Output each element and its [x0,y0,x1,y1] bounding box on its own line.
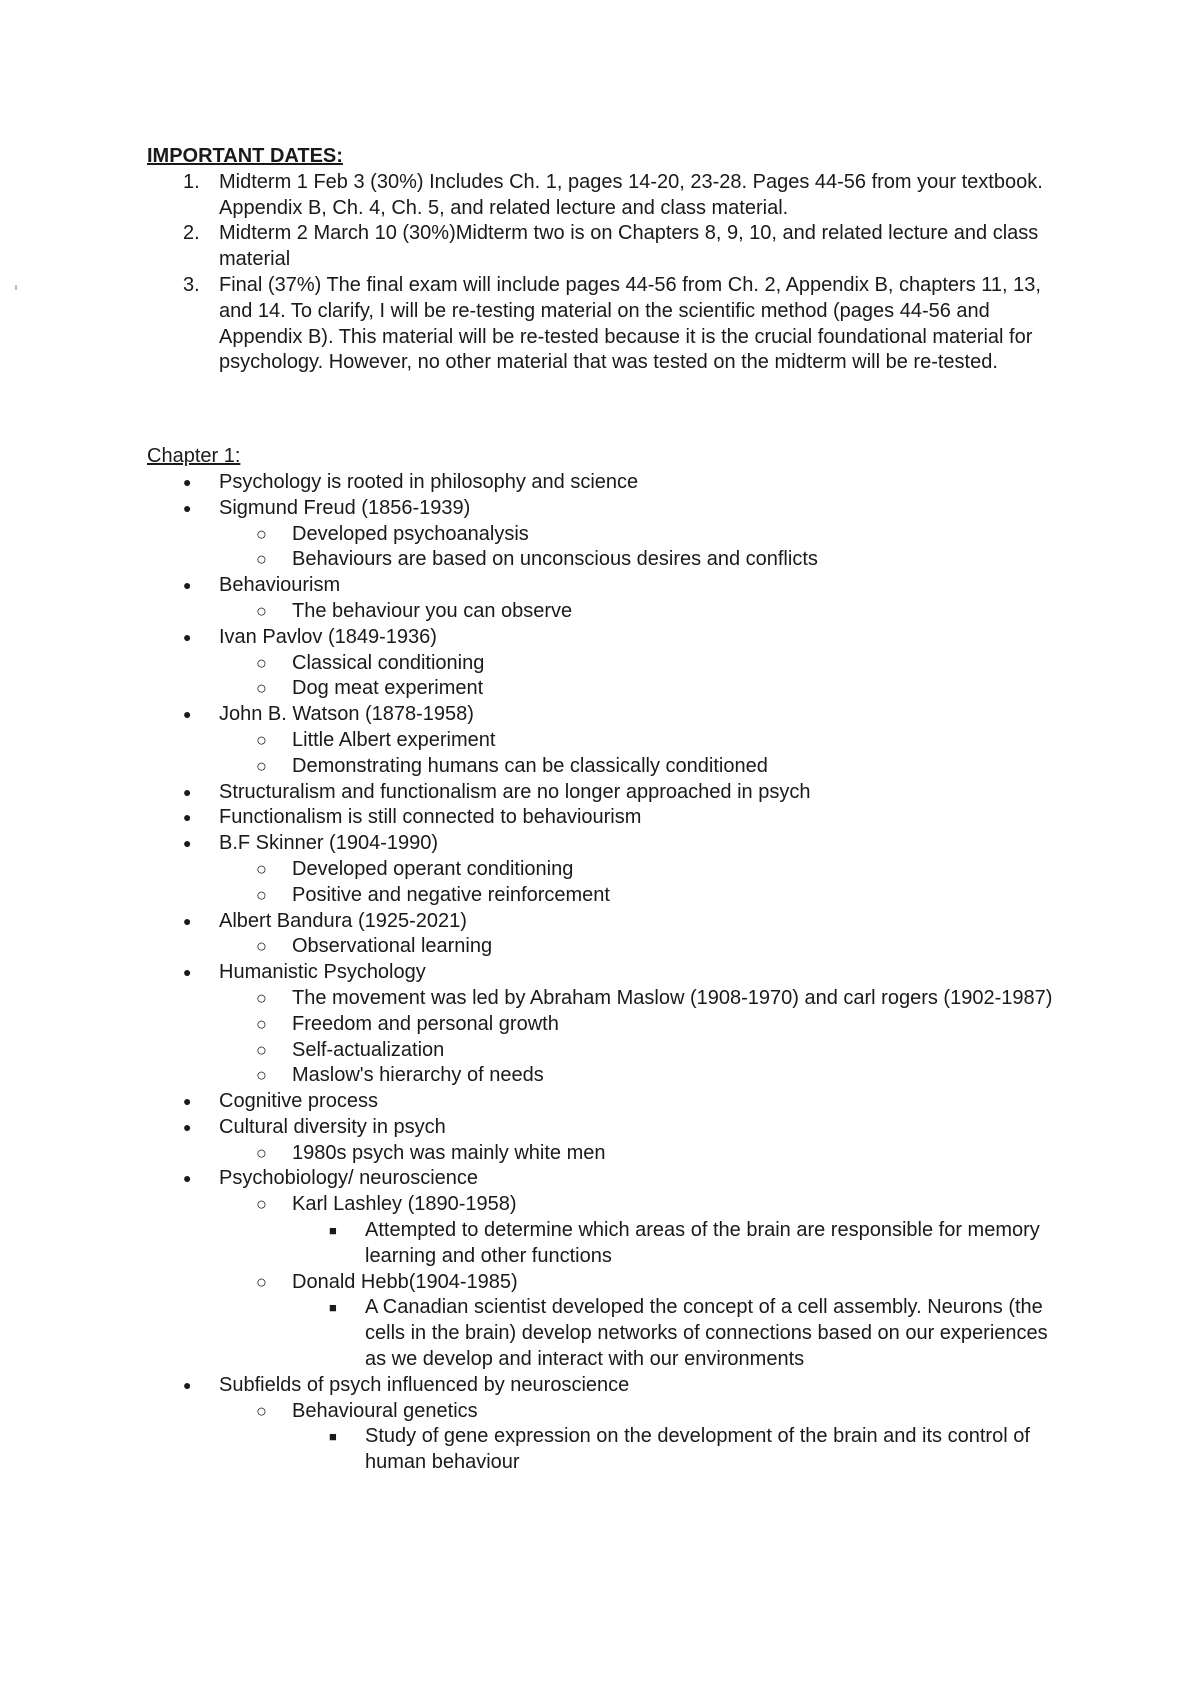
date-item-text: Midterm 1 Feb 3 (30%) Includes Ch. 1, pages 14-20, 23-28. Pages 44-56 from your textbook. Appendix B, Ch. 4, Ch. 5, and related lecture and class material. [219,170,1043,219]
bullet-icon: ○ [256,729,267,750]
note-item-text: A Canadian scientist developed the concept of a cell assembly. Neurons (the cells in the brain) develop networks of connections based on our experiences as we develop and interact with our environments [365,1296,1048,1371]
bullet-icon: ● [183,1170,192,1187]
document-body [147,144,1067,1476]
bullet-icon: ○ [256,600,267,621]
bullet-icon: ● [183,1118,192,1135]
note-item-level-3 [147,1218,1067,1270]
date-item [147,221,1067,273]
note-item-text: 1980s psych was mainly white men [292,1141,606,1164]
bullet-icon: ○ [256,1013,267,1034]
note-item-level-2 [147,522,1067,548]
note-item-text: Karl Lashley (1890-1958) [292,1193,517,1216]
important-dates-heading: IMPORTANT DATES: [147,145,343,167]
note-item-text: Behaviourism [219,574,341,597]
bullet-icon: ● [183,1093,192,1110]
note-item-level-2 [147,1399,1067,1425]
note-item-level-2 [147,857,1067,883]
bullet-icon: ○ [256,523,267,544]
note-item-level-1 [147,1373,1067,1399]
bullet-icon: ● [183,473,192,490]
bullet-icon: ● [183,1376,192,1393]
bullet-icon: ■ [329,1300,337,1316]
bullet-icon: ○ [256,858,267,879]
note-item-level-1 [147,805,1067,831]
note-item-text: Cognitive process [219,1090,378,1113]
bullet-icon: ● [183,809,192,826]
date-item [147,273,1067,376]
bullet-icon: ● [183,628,192,645]
bullet-icon: ● [183,577,192,594]
note-item-level-2 [147,883,1067,909]
note-item-level-1 [147,573,1067,599]
date-item-text: Final (37%) The final exam will include pages 44-56 from Ch. 2, Appendix B, chapters 11, 13, and 14. To clarify, I will be re-testing material on the scientific method (pages 44-56 and Appendix B). This material will be re-tested because it is the crucial foundational material for psychology. However, no other material that was tested on the midterm will be re-tested. [219,273,1041,374]
note-item-level-3 [147,1424,1067,1476]
bullet-icon: ○ [256,884,267,905]
note-item-text: Donald Hebb(1904-1985) [292,1270,518,1293]
note-item-level-2 [147,1270,1067,1296]
bullet-icon: ○ [256,1065,267,1086]
note-item-level-2 [147,1038,1067,1064]
chapter-1-notes-list [147,470,1067,1476]
important-dates-list [147,170,1067,376]
bullet-icon: ○ [256,652,267,673]
note-item-level-1 [147,470,1067,496]
note-item-level-1 [147,909,1067,935]
date-item [147,170,1067,222]
note-item-text: Developed psychoanalysis [292,522,529,545]
date-item-text: Midterm 2 March 10 (30%)Midterm two is on Chapters 8, 9, 10, and related lecture and class material [219,222,1039,271]
note-item-level-1 [147,960,1067,986]
chapter-1-heading: Chapter 1: [147,445,241,468]
note-item-level-2 [147,754,1067,780]
note-item-text: The behaviour you can observe [292,599,573,622]
bullet-icon: ○ [256,1039,267,1060]
note-item-level-1 [147,780,1067,806]
note-item-text: Maslow's hierarchy of needs [292,1064,544,1087]
note-item-level-2 [147,676,1067,702]
note-item-text: Positive and negative reinforcement [292,883,610,906]
note-item-text: Albert Bandura (1925-2021) [219,909,467,932]
note-item-level-1 [147,1115,1067,1141]
bullet-icon: ● [183,835,192,852]
note-item-level-2 [147,986,1067,1012]
note-item-level-1 [147,496,1067,522]
note-item-text: Ivan Pavlov (1849-1936) [219,625,437,648]
bullet-icon: ○ [256,1194,267,1215]
note-item-level-2 [147,1192,1067,1218]
note-item-level-2 [147,547,1067,573]
note-item-text: Demonstrating humans can be classically conditioned [292,754,768,777]
note-item-level-2 [147,1063,1067,1089]
note-item-level-1 [147,702,1067,728]
bullet-icon: ○ [256,678,267,699]
bullet-icon: ■ [329,1429,337,1445]
date-item-number: 3. [183,273,200,296]
note-item-text: Freedom and personal growth [292,1012,559,1035]
stray-mark [15,285,17,290]
note-item-text: Study of gene expression on the development of the brain and its control of human behaviour [365,1425,1030,1474]
note-item-text: The movement was led by Abraham Maslow (1908-1970) and carl rogers (1902-1987) [292,986,1053,1009]
note-item-level-2 [147,599,1067,625]
note-item-text: B.F Skinner (1904-1990) [219,832,439,855]
bullet-icon: ● [183,499,192,516]
note-item-text: Subfields of psych influenced by neuroscience [219,1373,630,1396]
note-item-text: Observational learning [292,935,493,958]
note-item-text: Developed operant conditioning [292,857,574,880]
note-item-level-3 [147,1295,1067,1372]
bullet-icon: ● [183,912,192,929]
note-item-level-2 [147,934,1067,960]
bullet-icon: ○ [256,1400,267,1421]
note-item-text: Psychology is rooted in philosophy and science [219,470,639,493]
bullet-icon: ○ [256,936,267,957]
note-item-text: Behavioural genetics [292,1399,478,1422]
note-item-text: Structuralism and functionalism are no longer approached in psych [219,780,811,803]
bullet-icon: ○ [256,987,267,1008]
note-item-text: Psychobiology/ neuroscience [219,1167,479,1190]
note-item-level-2 [147,651,1067,677]
bullet-icon: ○ [256,755,267,776]
note-item-text: Behaviours are based on unconscious desires and conflicts [292,548,818,571]
note-item-level-2 [147,1141,1067,1167]
bullet-icon: ○ [256,549,267,570]
note-item-level-2 [147,1012,1067,1038]
note-item-level-1 [147,1089,1067,1115]
note-item-text: Dog meat experiment [292,677,484,700]
bullet-icon: ● [183,706,192,723]
bullet-icon: ○ [256,1271,267,1292]
note-item-text: Functionalism is still connected to behaviourism [219,806,642,829]
note-item-text: Cultural diversity in psych [219,1115,446,1138]
note-item-text: Humanistic Psychology [219,961,426,984]
date-item-number: 2. [183,222,200,245]
bullet-icon: ■ [329,1223,337,1239]
note-item-text: Classical conditioning [292,651,485,674]
bullet-icon: ● [183,783,192,800]
note-item-level-1 [147,625,1067,651]
note-item-text: Self-actualization [292,1038,445,1061]
note-item-level-1 [147,1166,1067,1192]
bullet-icon: ● [183,964,192,981]
note-item-text: Attempted to determine which areas of the brain are responsible for memory learning and other functions [365,1219,1040,1267]
note-item-text: Sigmund Freud (1856-1939) [219,496,471,519]
date-item-number: 1. [183,170,200,193]
note-item-level-1 [147,831,1067,857]
note-item-level-2 [147,728,1067,754]
note-item-text: John B. Watson (1878-1958) [219,703,474,726]
bullet-icon: ○ [256,1142,267,1163]
note-item-text: Little Albert experiment [292,728,496,751]
